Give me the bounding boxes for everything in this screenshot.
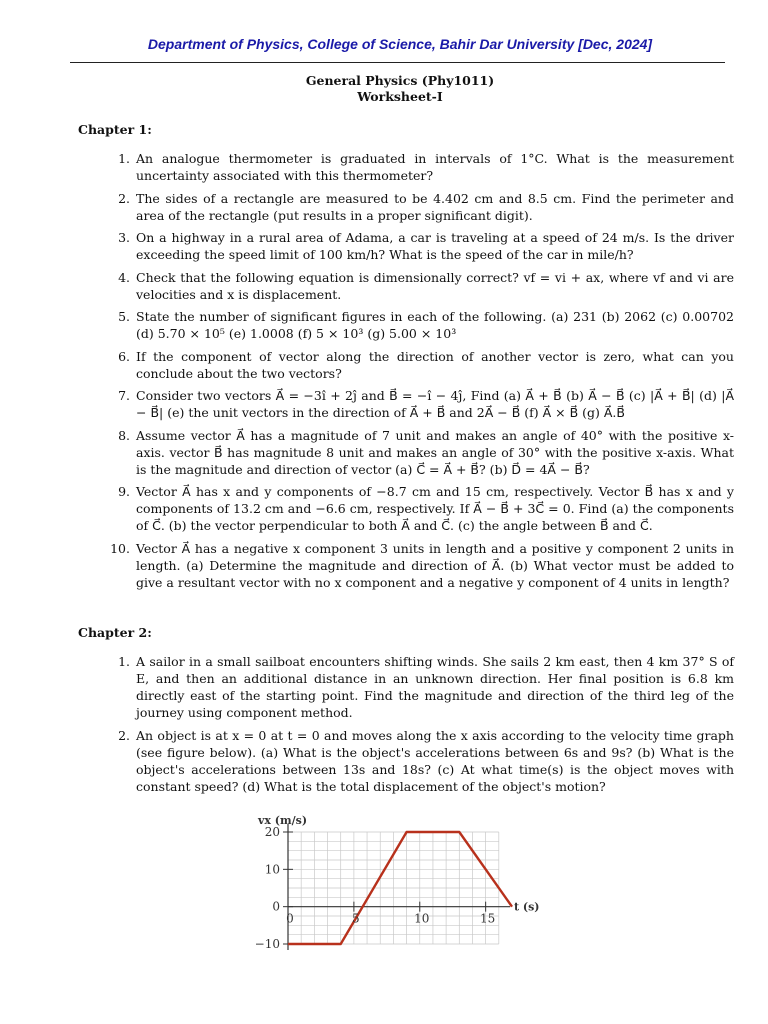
y-tick-label: 20 (264, 825, 280, 839)
x-tick-label: 15 (480, 911, 496, 926)
question-number: 1. (118, 151, 130, 166)
question-number: 4. (118, 269, 130, 285)
question-item (78, 348, 734, 382)
question-text: Check that the following equation is dimensionally correct? vf = vi + ax, where vf and vi are velocities and x is displacement. (136, 269, 734, 302)
question-item (78, 190, 734, 224)
x-tick-label: 10 (414, 911, 430, 926)
question-number: 2. (118, 727, 130, 743)
y-axis-label: vx (m/s) (258, 814, 308, 827)
question-item (78, 387, 734, 421)
question-number: 10. (110, 540, 130, 556)
x-axis-label: t (s) (514, 900, 540, 914)
chapter-1-heading: Chapter 1: (78, 122, 152, 137)
course-title: General Physics (Phy1011) (305, 73, 495, 88)
question-text: If the component of vector along the direction of another vector is zero, what can you conclude about the two vectors? (136, 348, 734, 381)
question-text: Consider two vectors A⃗ = −3î + 2ĵ and B⃗ = −î − 4ĵ, Find (a) A⃗ + B⃗ (b) A⃗ − B⃗ (c) |A⃗ + B⃗| (d) |A⃗ − B⃗| (e) the unit vectors in the direction of A⃗ + B⃗ and 2A⃗ − B⃗ (f) A⃗ × B⃗ (g) A⃗.B⃗ (136, 388, 734, 420)
chapter-2-questions (78, 653, 734, 800)
header-rule (70, 62, 725, 63)
y-tick-label: −10 (254, 937, 280, 951)
question-text: A sailor in a small sailboat encounters shifting winds. She sails 2 km east, then 4 km 37° S of E, and then an additional distance in an unknown direction. Her final position is 6.8 km directly east of the starting point. Find the magnitude and direction of the third leg of the journey using component method. (136, 654, 734, 720)
department-header: Department of Physics, College of Science, Bahir Dar University [Dec, 2024] (147, 36, 653, 52)
question-item (78, 540, 734, 591)
question-number: 1. (118, 654, 130, 669)
velocity-time-graph (240, 812, 560, 957)
question-number: 8. (118, 427, 130, 443)
question-text: An object is at x = 0 at t = 0 and moves along the x axis according to the velocity time graph (see figure below). (a) What is the object's accelerations between 6s and 9s? (b) What is the object's accelerations between 13s and 18s? (c) At what time(s) is the object moves with constant speed? (d) What is the total displacement of the object's motion? (136, 727, 734, 794)
question-item (78, 150, 734, 184)
question-item (78, 269, 734, 303)
question-item (78, 427, 734, 478)
question-number: 3. (118, 230, 130, 245)
x-tick-label: 0 (286, 911, 294, 926)
question-text: Vector A⃗ has x and y components of −8.7 cm and 15 cm, respectively. Vector B⃗ has x and y components of 13.2 cm and −6.6 cm, respectively. If A⃗ − B⃗ + 3C⃗ = 0. Find (a) the components of C⃗. (b) the vector perpendicular to both A⃗ and C⃗. (c) the angle between B⃗ and C⃗. (136, 484, 734, 533)
question-item (78, 653, 734, 721)
question-number: 6. (118, 348, 130, 364)
question-item (78, 229, 734, 263)
question-number: 5. (118, 309, 130, 324)
question-number: 9. (118, 484, 130, 499)
question-text: Vector A⃗ has a negative x component 3 units in length and a positive y component 2 units in length. (a) Determine the magnitude and direction of A⃗. (b) What vector must be added to give a resultant vector with no x component and a negative y component of 4 units in length? (136, 540, 734, 590)
question-item (78, 727, 734, 795)
question-item (78, 308, 734, 342)
question-text: An analogue thermometer is graduated in intervals of 1°C. What is the measurement uncertainty associated with this thermometer? (136, 151, 734, 183)
chapter-1-questions (78, 150, 734, 596)
question-text: State the number of significant figures in each of the following. (a) 231 (b) 2062 (c) 0.00702 (d) 5.70 × 10⁵ (e) 1.0008 (f) 5 × 10³ (g) 5.00 × 10³ (136, 309, 734, 341)
question-number: 7. (118, 388, 130, 403)
question-number: 2. (118, 190, 130, 206)
question-text: On a highway in a rural area of Adama, a car is traveling at a speed of 24 m/s. Is the driver exceeding the speed limit of 100 km/h? What is the speed of the car in mile/h? (136, 230, 734, 262)
graph-grid (288, 832, 499, 944)
chapter-2-heading: Chapter 2: (78, 625, 152, 640)
question-text: Assume vector A⃗ has a magnitude of 7 unit and makes an angle of 40° with the positive x-axis. vector B⃗ has magnitude 8 unit and makes an angle of 30° with the positive x-axis. What is the magnitude and direction of vector (a) C⃗ = A⃗ + B⃗? (b) D⃗ = 4A⃗ − B⃗? (136, 427, 734, 477)
question-text: The sides of a rectangle are measured to be 4.402 cm and 8.5 cm. Find the perimeter and area of the rectangle (put results in a proper significant digit). (136, 190, 734, 223)
graph-labels (255, 814, 540, 951)
graph-axes (283, 824, 510, 950)
y-tick-label: 0 (272, 899, 280, 914)
y-tick-label: 10 (264, 862, 280, 877)
question-item (78, 483, 734, 534)
x-tick-label: 5 (352, 911, 360, 926)
worksheet-title: Worksheet-I (357, 89, 443, 104)
